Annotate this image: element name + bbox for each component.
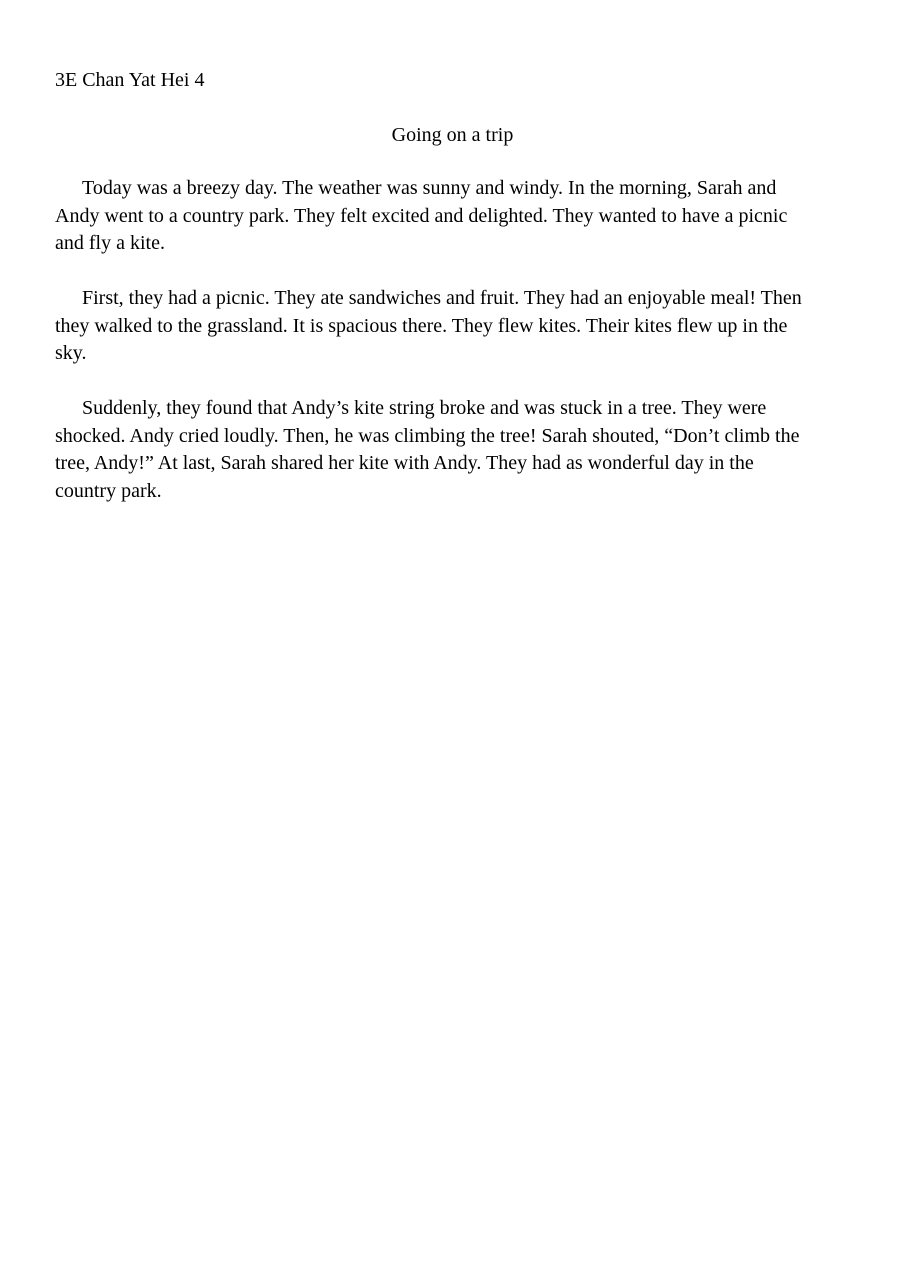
paragraph-line: Today was a breezy day. The weather was sunny and windy. In the morning, Sarah and [82, 177, 777, 199]
page-title: Going on a trip [391, 124, 514, 146]
paragraph-1 [55, 175, 855, 258]
paragraph-3 [55, 395, 855, 505]
paragraph-line: shocked. Andy cried loudly. Then, he was climbing the tree! Sarah shouted, “Don’t climb the [55, 424, 800, 447]
paragraph-line: Suddenly, they found that Andy’s kite string broke and was stuck in a tree. They were [82, 397, 767, 419]
paragraph-line: country park. [55, 479, 162, 502]
student-info: 3E Chan Yat Hei 4 [55, 69, 205, 91]
paragraph-line: Andy went to a country park. They felt excited and delighted. They wanted to have a picnic [55, 204, 788, 227]
paragraph-line: they walked to the grassland. It is spacious there. They flew kites. Their kites flew up in the [55, 314, 788, 337]
paragraph-2 [55, 285, 855, 368]
paragraph-line: tree, Andy!” At last, Sarah shared her kite with Andy. They had as wonderful day in the [55, 452, 754, 474]
essay-body [55, 175, 855, 533]
paragraph-line: sky. [55, 342, 87, 364]
paragraph-line: and fly a kite. [55, 232, 165, 254]
paragraph-line: First, they had a picnic. They ate sandwiches and fruit. They had an enjoyable meal! Then [82, 287, 802, 309]
